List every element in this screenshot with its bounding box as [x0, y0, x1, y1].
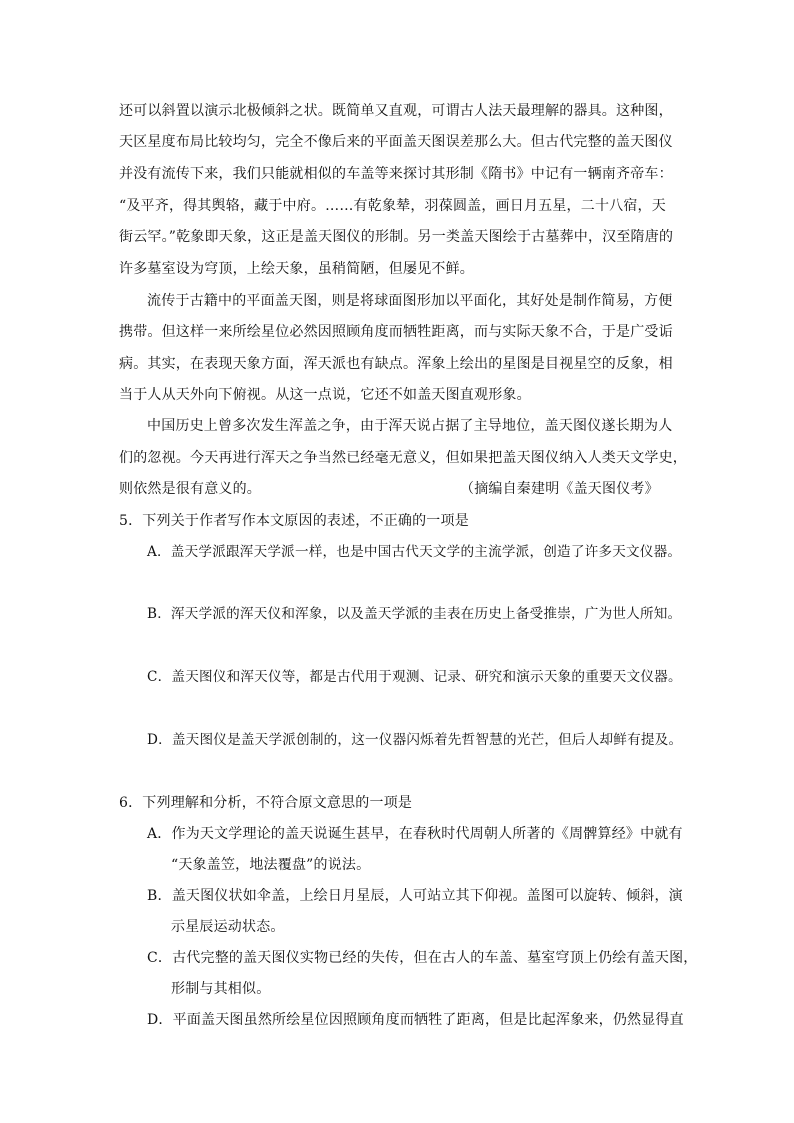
paragraph-2-line: 当于人从天外向下俯视。从这一点说，它还不如盖天图直观形象。	[119, 387, 531, 403]
source-citation: （摘编自秦建明《盖天图仪考》	[460, 481, 659, 497]
paragraph-2-line: 流传于古籍中的平面盖天图，则是将球面图形加以平面化，其好处是制作简易，方便	[147, 293, 673, 309]
paragraph-1-line: “及平齐，得其舆辂，藏于中府。……有乾象辇，羽葆圆盖，画日月五星，二十八宿，天	[119, 198, 666, 214]
paragraph-1-line: 并没有流传下来，我们只能就相似的车盖等来探讨其形制《隋书》中记有一辆南齐帝车：	[119, 166, 673, 182]
question-6-option-b-cont: 示星辰运动状态。	[171, 919, 285, 935]
question-5-option-b: B．浑天学派的浑天仪和浑象，以及盖天学派的圭表在历史上备受推崇，广为世人所知。	[147, 606, 682, 622]
paragraph-2-line: 携带。但这样一来所绘星位必然因照顾角度而牺牲距离，而与实际天象不合，于是广受诟	[119, 324, 673, 340]
question-5-stem: 5．下列关于作者写作本文原因的表述，不正确的一项是	[119, 513, 469, 529]
paragraph-1-line: 街云罕。”乾象即天象，这正是盖天图仪的形制。另一类盖天图绘于古墓葬中，汉至隋唐的	[119, 229, 674, 245]
question-6-option-c: C．古代完整的盖天图仪实物已经的失传，但在古人的车盖、墓室穹顶上仍绘有盖天图，	[147, 950, 698, 966]
paragraph-1-line: 还可以斜置以演示北极倾斜之状。既简单又直观，可谓古人法天最理解的器具。这种图，	[119, 103, 673, 119]
paragraph-2-line: 病。其实，在表现天象方面，浑天派也有缺点。浑象上绘出的星图是目视星空的反象，相	[119, 356, 673, 372]
question-6-stem: 6．下列理解和分析，不符合原文意思的一项是	[119, 795, 413, 811]
paragraph-3-line: 则依然是很有意义的。	[119, 481, 261, 497]
question-5-option-c: C．盖天图仪和浑天仪等，都是古代用于观测、记录、研究和演示天象的重要天文仪器。	[147, 669, 682, 685]
paragraph-3-line: 们的忽视。今天再进行浑天之争当然已经毫无意义，但如果把盖天图仪纳入人类天文学史，	[119, 450, 687, 466]
paragraph-3-line: 中国历史上曾多次发生浑盖之争，由于浑天说占据了主导地位，盖天图仪遂长期为人	[147, 418, 673, 434]
question-5-option-d: D．盖天图仪是盖天学派创制的，这一仪器闪烁着先哲智慧的光芒，但后人却鲜有提及。	[147, 732, 683, 748]
paragraph-1-line: 许多墓室设为穹顶，上绘天象，虽稍简陋，但屡见不鲜。	[119, 261, 474, 277]
question-6-option-b: B．盖天图仪状如伞盖，上绘日月星辰，人可站立其下仰视。盖图可以旋转、倾斜，演	[147, 888, 683, 904]
question-6-option-a: A．作为天文学理论的盖天说诞生甚早，在春秋时代周朝人所著的《周髀算经》中就有	[147, 826, 683, 842]
question-6-option-a-cont: “天象盖笠，地法覆盘”的说法。	[171, 857, 371, 873]
question-5-option-a: A．盖天学派跟浑天学派一样，也是中国古代天文学的主流学派，创造了许多天文仪器。	[147, 544, 682, 560]
question-6-option-c-cont: 形制与其相似。	[171, 981, 271, 997]
question-6-option-d: D．平面盖天图虽然所绘星位因照顾角度而牺牲了距离，但是比起浑象来，仍然显得直	[147, 1012, 684, 1028]
paragraph-1-line: 天区星度布局比较均匀，完全不像后来的平面盖天图误差那么大。但古代完整的盖天图仪	[119, 134, 673, 150]
